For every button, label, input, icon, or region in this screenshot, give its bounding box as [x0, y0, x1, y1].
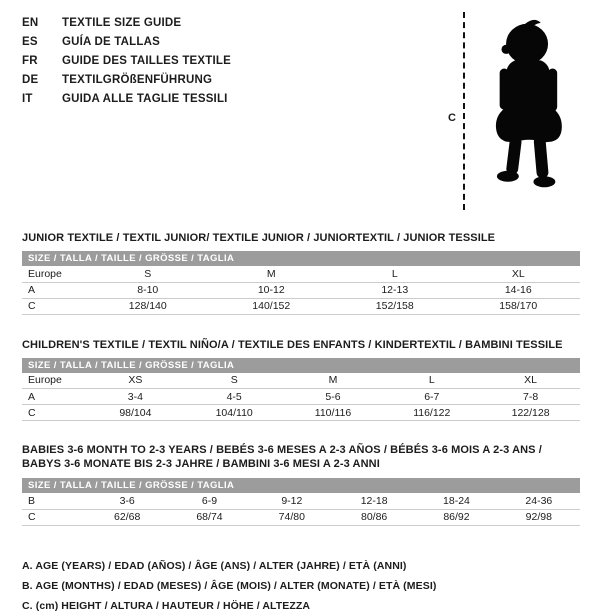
row-label: A	[22, 389, 86, 405]
table-cell: 7-8	[481, 389, 580, 405]
row-label: Europe	[22, 266, 86, 282]
language-code: FR	[22, 55, 38, 67]
table-cell: 12-13	[333, 282, 457, 298]
table-header-bar: SIZE / TALLA / TAILLE / GRÖSSE / TAGLIA	[22, 478, 580, 493]
table-cell: 62/68	[86, 509, 168, 525]
footnote: A. AGE (YEARS) / EDAD (AÑOS) / ÂGE (ANS) / ALTER (JAHRE) / ETÀ (ANNI)	[22, 559, 407, 572]
language-row	[22, 33, 231, 52]
table-cell: 12-18	[333, 493, 415, 509]
table-cell: 104/110	[185, 405, 284, 421]
table-cell: 3-4	[86, 389, 185, 405]
table-title-babies: BABIES 3-6 MONTH TO 2-3 YEARS / BEBÉS 3-6 MESES A 2-3 AÑOS / BÉBÉS 3-6 MOIS A 2-3 ANS / BABYS 3-6 MONATE BIS 2-3 JAHRE / BAMBINI 3-6 MESI A 2-3 ANNI	[22, 444, 542, 470]
table-row	[22, 509, 580, 525]
table-cell: 86/92	[415, 509, 497, 525]
table-cell: S	[185, 373, 284, 389]
table-cell: 140/152	[210, 298, 334, 314]
language-code: IT	[22, 93, 33, 105]
table-row	[22, 266, 580, 282]
table-header-row	[22, 478, 580, 493]
table-header-row	[22, 358, 580, 373]
table-cell: XL	[481, 373, 580, 389]
language-code: DE	[22, 74, 39, 86]
guide-title: GUIDA ALLE TAGLIE TESSILI	[62, 93, 228, 105]
language-list	[22, 12, 231, 224]
table-cell: 158/170	[457, 298, 581, 314]
row-label: C	[22, 405, 86, 421]
baby-silhouette-icon	[475, 12, 580, 210]
table-body	[22, 373, 580, 421]
row-label: C	[22, 298, 86, 314]
table-row	[22, 373, 580, 389]
language-row	[22, 52, 231, 71]
table-cell: 98/104	[86, 405, 185, 421]
table-row	[22, 405, 580, 421]
table-cell: 152/158	[333, 298, 457, 314]
table-row	[22, 493, 580, 509]
language-row	[22, 90, 231, 109]
table-cell: 8-10	[86, 282, 210, 298]
language-code: EN	[22, 17, 39, 29]
table-row	[22, 282, 580, 298]
table-body	[22, 266, 580, 314]
babies-textile-section	[22, 443, 580, 526]
table-cell: 6-9	[168, 493, 250, 509]
children-textile-section	[22, 339, 580, 422]
height-figure	[448, 12, 580, 224]
height-measure-label: C	[448, 112, 456, 124]
table-cell: 10-12	[210, 282, 334, 298]
guide-title: GUIDE DES TAILLES TEXTILE	[62, 55, 231, 67]
table-cell: 6-7	[382, 389, 481, 405]
table-cell: M	[210, 266, 334, 282]
table-cell: 18-24	[415, 493, 497, 509]
row-label: C	[22, 509, 86, 525]
table-cell: M	[284, 373, 383, 389]
size-table-babies	[22, 478, 580, 526]
table-cell: 110/116	[284, 405, 383, 421]
language-row	[22, 71, 231, 90]
guide-title: TEXTILE SIZE GUIDE	[62, 17, 182, 29]
junior-textile-section	[22, 232, 580, 315]
table-cell: XS	[86, 373, 185, 389]
footnotes	[22, 556, 580, 616]
language-row	[22, 14, 231, 33]
table-cell: 14-16	[457, 282, 581, 298]
guide-title: TEXTILGRÖßENFÜHRUNG	[62, 74, 213, 86]
table-row	[22, 389, 580, 405]
table-cell: 9-12	[251, 493, 333, 509]
table-title-junior: JUNIOR TEXTILE / TEXTIL JUNIOR/ TEXTILE JUNIOR / JUNIORTEXTIL / JUNIOR TESSILE	[22, 232, 496, 244]
table-cell: 24-36	[498, 493, 580, 509]
table-cell: 4-5	[185, 389, 284, 405]
table-header-bar: SIZE / TALLA / TAILLE / GRÖSSE / TAGLIA	[22, 358, 580, 373]
height-dashed-line	[463, 12, 465, 210]
row-label: B	[22, 493, 86, 509]
table-cell: 92/98	[498, 509, 580, 525]
row-label: Europe	[22, 373, 86, 389]
footnote: B. AGE (MONTHS) / EDAD (MESES) / ÂGE (MOIS) / ALTER (MONATE) / ETÀ (MESI)	[22, 579, 437, 592]
table-cell: L	[333, 266, 457, 282]
row-label: A	[22, 282, 86, 298]
table-cell: L	[382, 373, 481, 389]
table-title-children: CHILDREN'S TEXTILE / TEXTIL NIÑO/A / TEXTILE DES ENFANTS / KINDERTEXTIL / BAMBINI TESSILE	[22, 338, 563, 351]
table-cell: 128/140	[86, 298, 210, 314]
footnote: C. (cm) HEIGHT / ALTURA / HAUTEUR / HÖHE / ALTEZZA	[22, 599, 311, 612]
size-table-children	[22, 358, 580, 422]
table-cell: XL	[457, 266, 581, 282]
language-code: ES	[22, 36, 38, 48]
table-cell: 74/80	[251, 509, 333, 525]
table-body	[22, 493, 580, 525]
table-cell: 5-6	[284, 389, 383, 405]
table-cell: S	[86, 266, 210, 282]
table-cell: 68/74	[168, 509, 250, 525]
size-table-junior	[22, 251, 580, 315]
header-area	[22, 12, 580, 224]
guide-title: GUÍA DE TALLAS	[62, 36, 160, 48]
table-cell: 116/122	[382, 405, 481, 421]
table-cell: 80/86	[333, 509, 415, 525]
table-cell: 122/128	[481, 405, 580, 421]
table-row	[22, 298, 580, 314]
table-header-bar: SIZE / TALLA / TAILLE / GRÖSSE / TAGLIA	[22, 251, 580, 266]
table-cell: 3-6	[86, 493, 168, 509]
table-header-row	[22, 251, 580, 266]
